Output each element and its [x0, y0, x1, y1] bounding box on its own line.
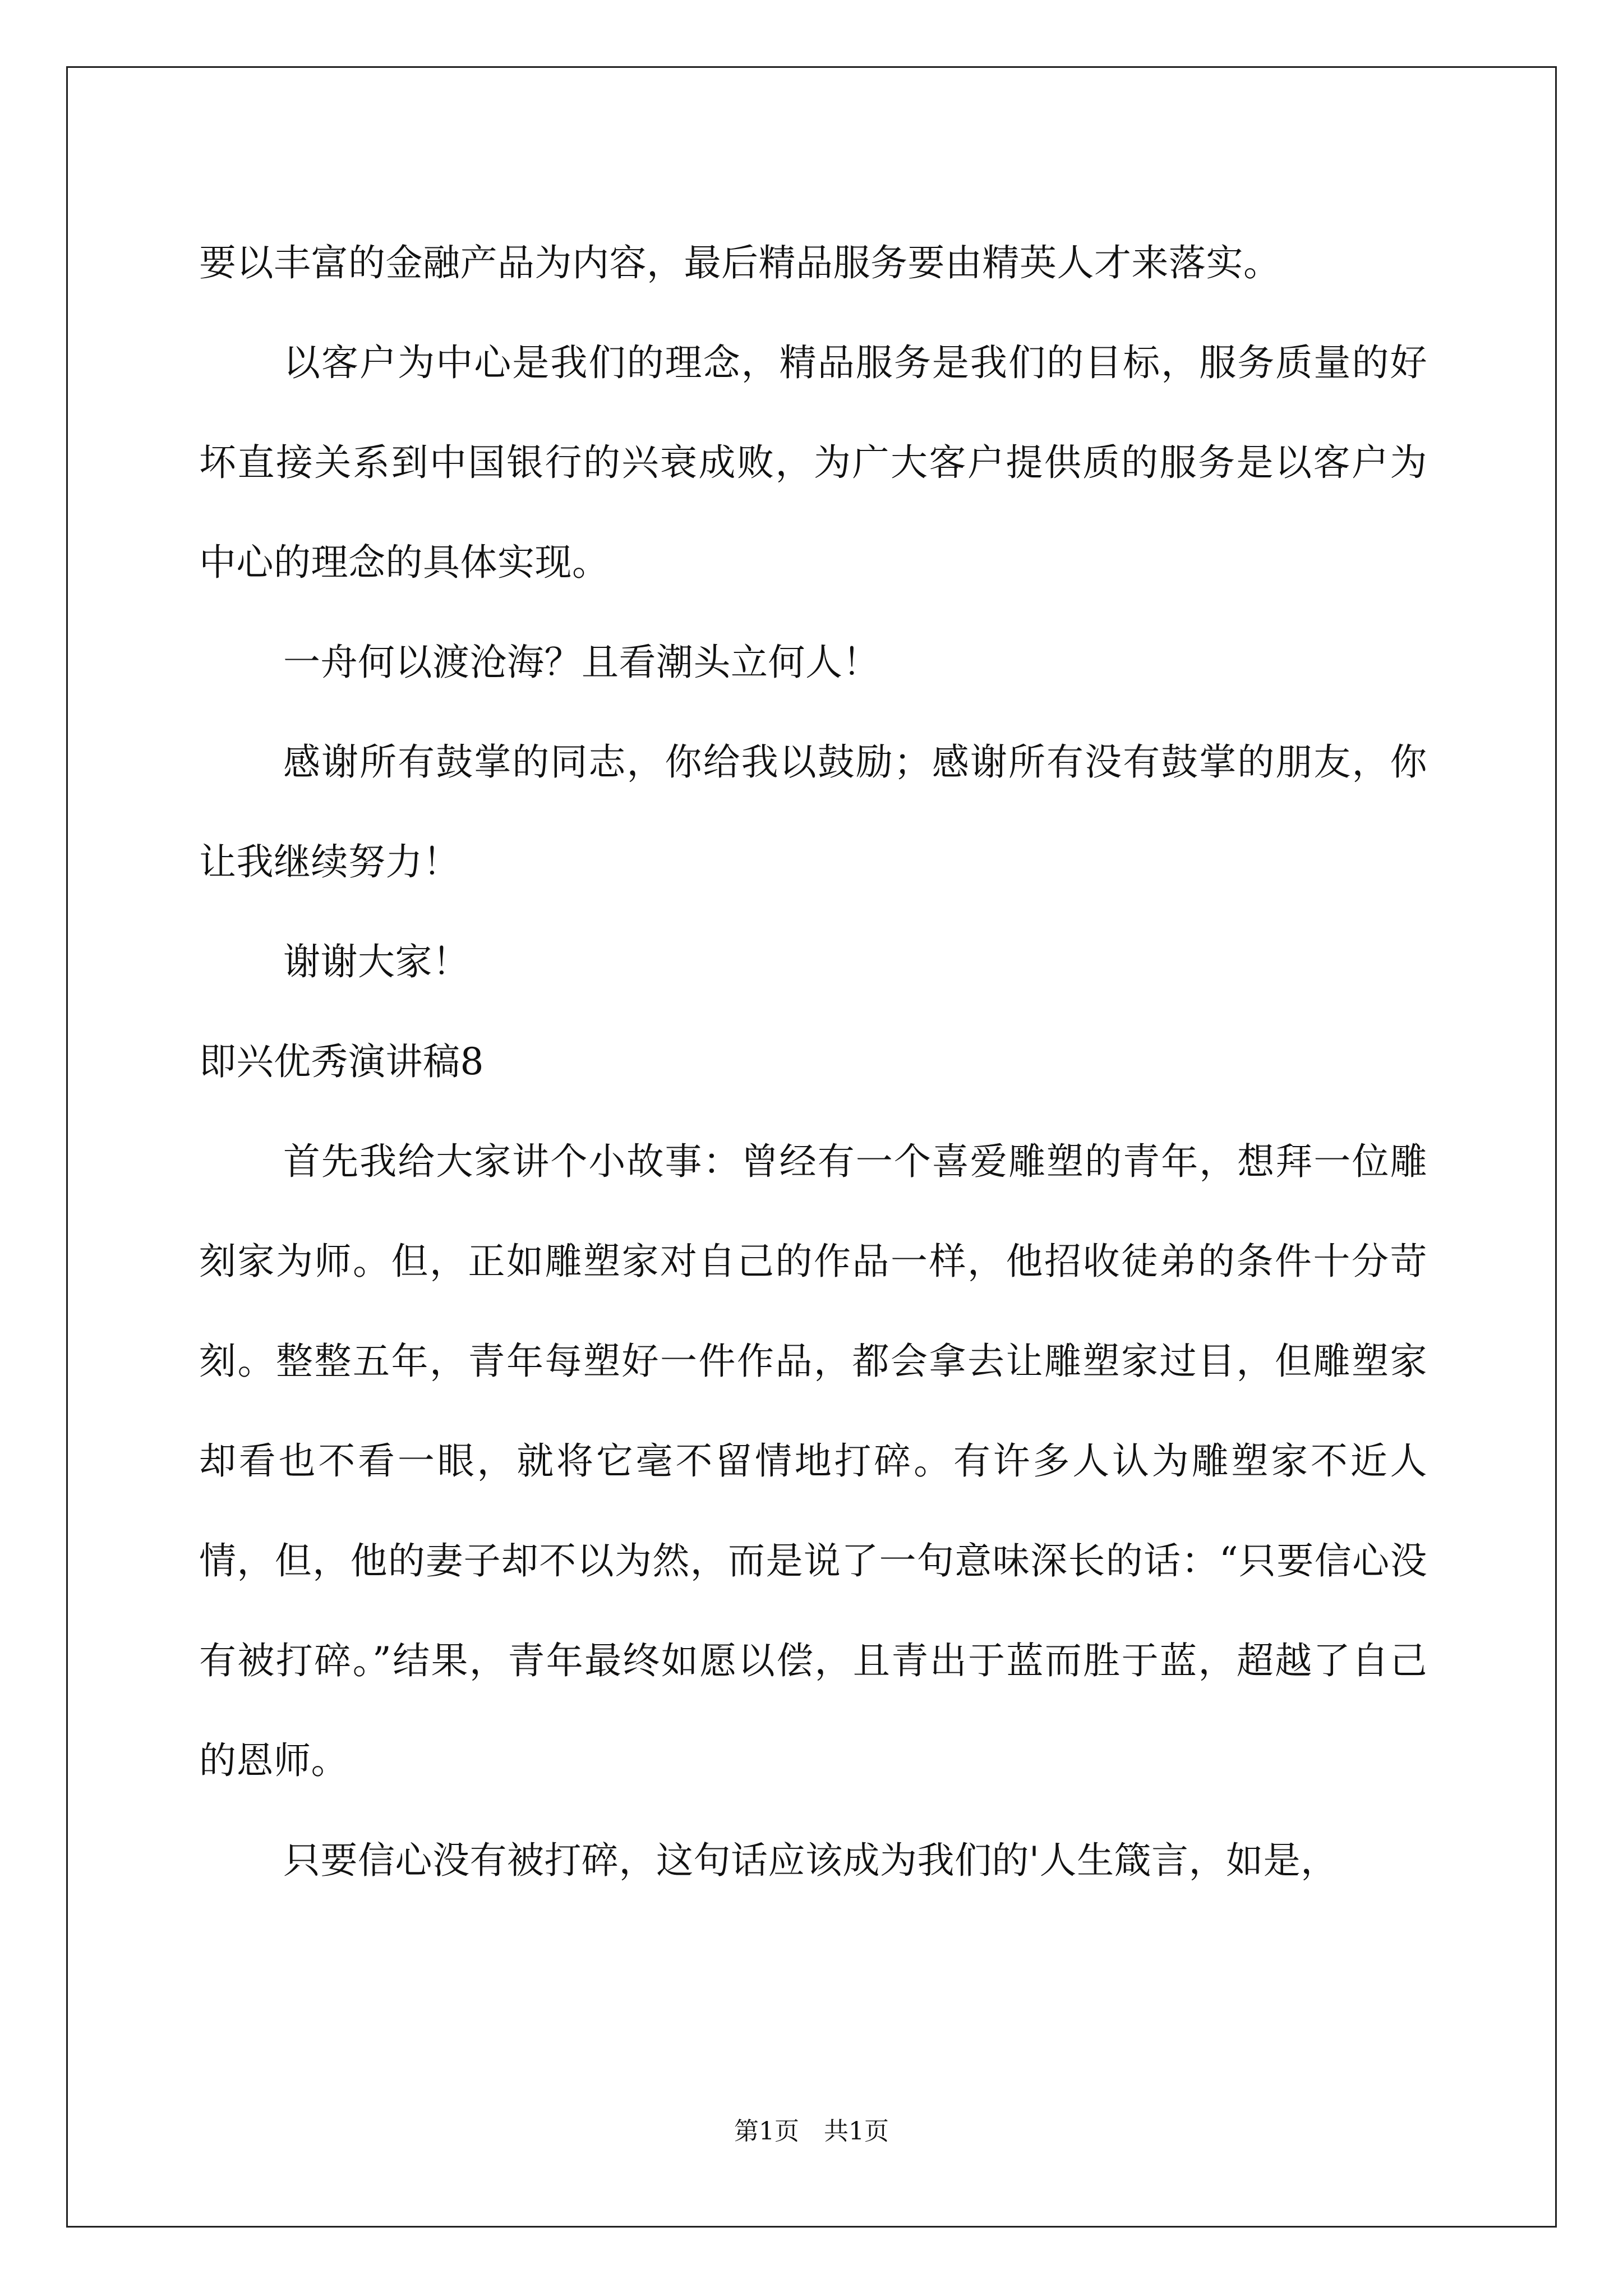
- paragraph-6: 首先我给大家讲个小故事：曾经有一个喜爱雕塑的青年，想拜一位雕刻家为师。但，正如雕塑家对自己的作品一样，他招收徒弟的条件十分苛刻。整整五年，青年每塑好一件作品，都会拿去让雕塑家过目，但雕塑家却看也不看一眼，就将它毫不留情地打碎。有许多人认为雕塑家不近人情，但，他的妻子却不以为然，而是说了一句意味深长的话：“只要信心没有被打碎。”结果，青年最终如愿以偿，且青出于蓝而胜于蓝，超越了自己的恩师。: [199, 1140, 1427, 1782]
- paragraph-7: 只要信心没有被打碎，这句话应该成为我们的'人生箴言，如是，: [283, 1839, 1338, 1882]
- paragraph-5: 谢谢大家！: [283, 940, 470, 983]
- paragraph-2: 以客户为中心是我们的理念，精品服务是我们的目标，服务质量的好坏直接关系到中国银行的兴衰成败，为广大客户提供质的服务是以客户为中心的理念的具体实现。: [199, 341, 1427, 584]
- document-body: [199, 213, 1427, 1911]
- paragraph-3: 一舟何以渡沧海？且看潮头立何人！: [283, 641, 880, 684]
- paragraph-4: 感谢所有鼓掌的同志，你给我以鼓励；感谢所有没有鼓掌的朋友，你让我继续努力！: [199, 740, 1427, 884]
- paragraph-1: 要以丰富的金融产品为内容，最后精品服务要由精英人才来落实。: [199, 241, 1281, 284]
- section-heading: 即兴优秀演讲稿8: [199, 1040, 484, 1083]
- page-footer: 第1页 共1页: [734, 2117, 889, 2146]
